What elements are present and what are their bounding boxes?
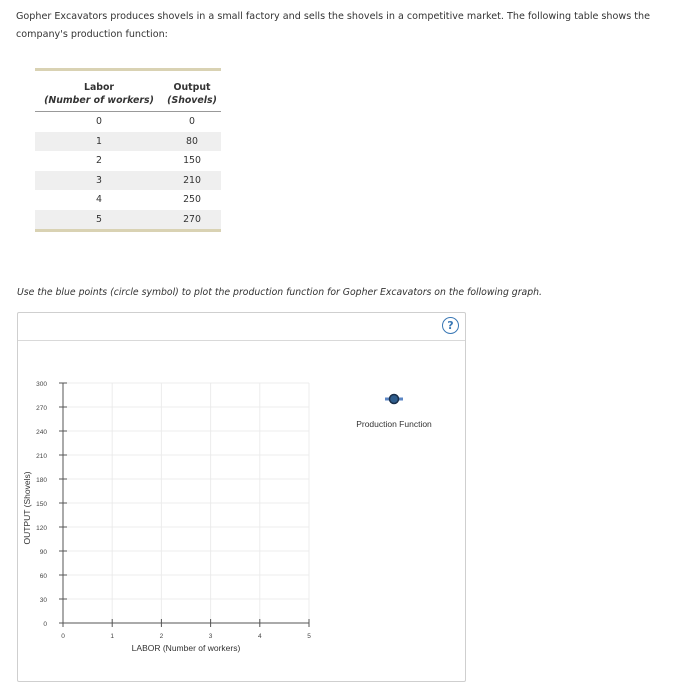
legend-point-icon[interactable] xyxy=(390,395,399,404)
y-tick-label: 270 xyxy=(36,405,47,412)
output-header: Output xyxy=(173,82,211,93)
x-tick-label: 0 xyxy=(61,633,65,640)
y-tick-label: 240 xyxy=(36,429,47,436)
labor-header: Labor xyxy=(83,82,115,93)
output-cell: 0 xyxy=(189,116,195,128)
y-tick-label: 90 xyxy=(39,549,47,556)
x-tick-label: 5 xyxy=(307,633,311,640)
x-axis-label: LABOR (Number of workers) xyxy=(131,643,241,653)
production-table xyxy=(35,68,221,232)
y-tick-label: 120 xyxy=(36,525,47,532)
x-tick-label: 3 xyxy=(208,633,213,640)
x-tick-label: 2 xyxy=(159,633,164,640)
labor-cell: 4 xyxy=(96,194,102,206)
y-tick-label: 60 xyxy=(39,573,47,580)
y-tick-label: 300 xyxy=(36,381,47,388)
graph-panel xyxy=(17,312,466,682)
instruction-text: Use the blue points (circle symbol) to plot the production function for Gopher Excavators on the following graph. xyxy=(17,287,542,298)
y-axis-label: OUTPUT (Shovels) xyxy=(22,471,32,545)
labor-cell: 3 xyxy=(35,171,163,191)
table-row xyxy=(35,112,221,132)
output-cell: 250 xyxy=(183,194,201,206)
y-tick-label: 30 xyxy=(39,597,47,604)
labor-cell: 2 xyxy=(96,155,102,167)
labor-cell: 0 xyxy=(96,116,102,128)
table-row xyxy=(35,171,221,191)
table-row xyxy=(35,190,221,210)
output-cell: 210 xyxy=(163,171,221,191)
y-tick-label: 150 xyxy=(36,501,47,508)
table-row xyxy=(35,132,221,152)
y-tick-label: 0 xyxy=(43,621,47,628)
labor-cell: 1 xyxy=(35,132,163,152)
legend-label: Production Function xyxy=(356,419,432,429)
output-subheader: (Shovels) xyxy=(163,95,221,112)
x-tick-label: 1 xyxy=(110,633,115,640)
output-cell: 270 xyxy=(163,210,221,231)
intro-text: Gopher Excavators produces shovels in a small factory and sells the shovels in a competitive market. The following table shows the company's production function: xyxy=(16,11,651,40)
labor-cell: 5 xyxy=(35,210,163,231)
x-tick-label: 4 xyxy=(257,633,262,640)
table-row xyxy=(35,210,221,231)
y-tick-label: 210 xyxy=(36,453,47,460)
table-row xyxy=(35,151,221,171)
legend xyxy=(356,395,432,430)
y-tick-label: 180 xyxy=(36,477,47,484)
help-icon[interactable]: ? xyxy=(442,317,459,334)
labor-subheader: (Number of workers) xyxy=(35,95,163,112)
output-cell: 150 xyxy=(183,155,201,167)
output-cell: 80 xyxy=(163,132,221,152)
production-chart[interactable] xyxy=(18,313,465,681)
